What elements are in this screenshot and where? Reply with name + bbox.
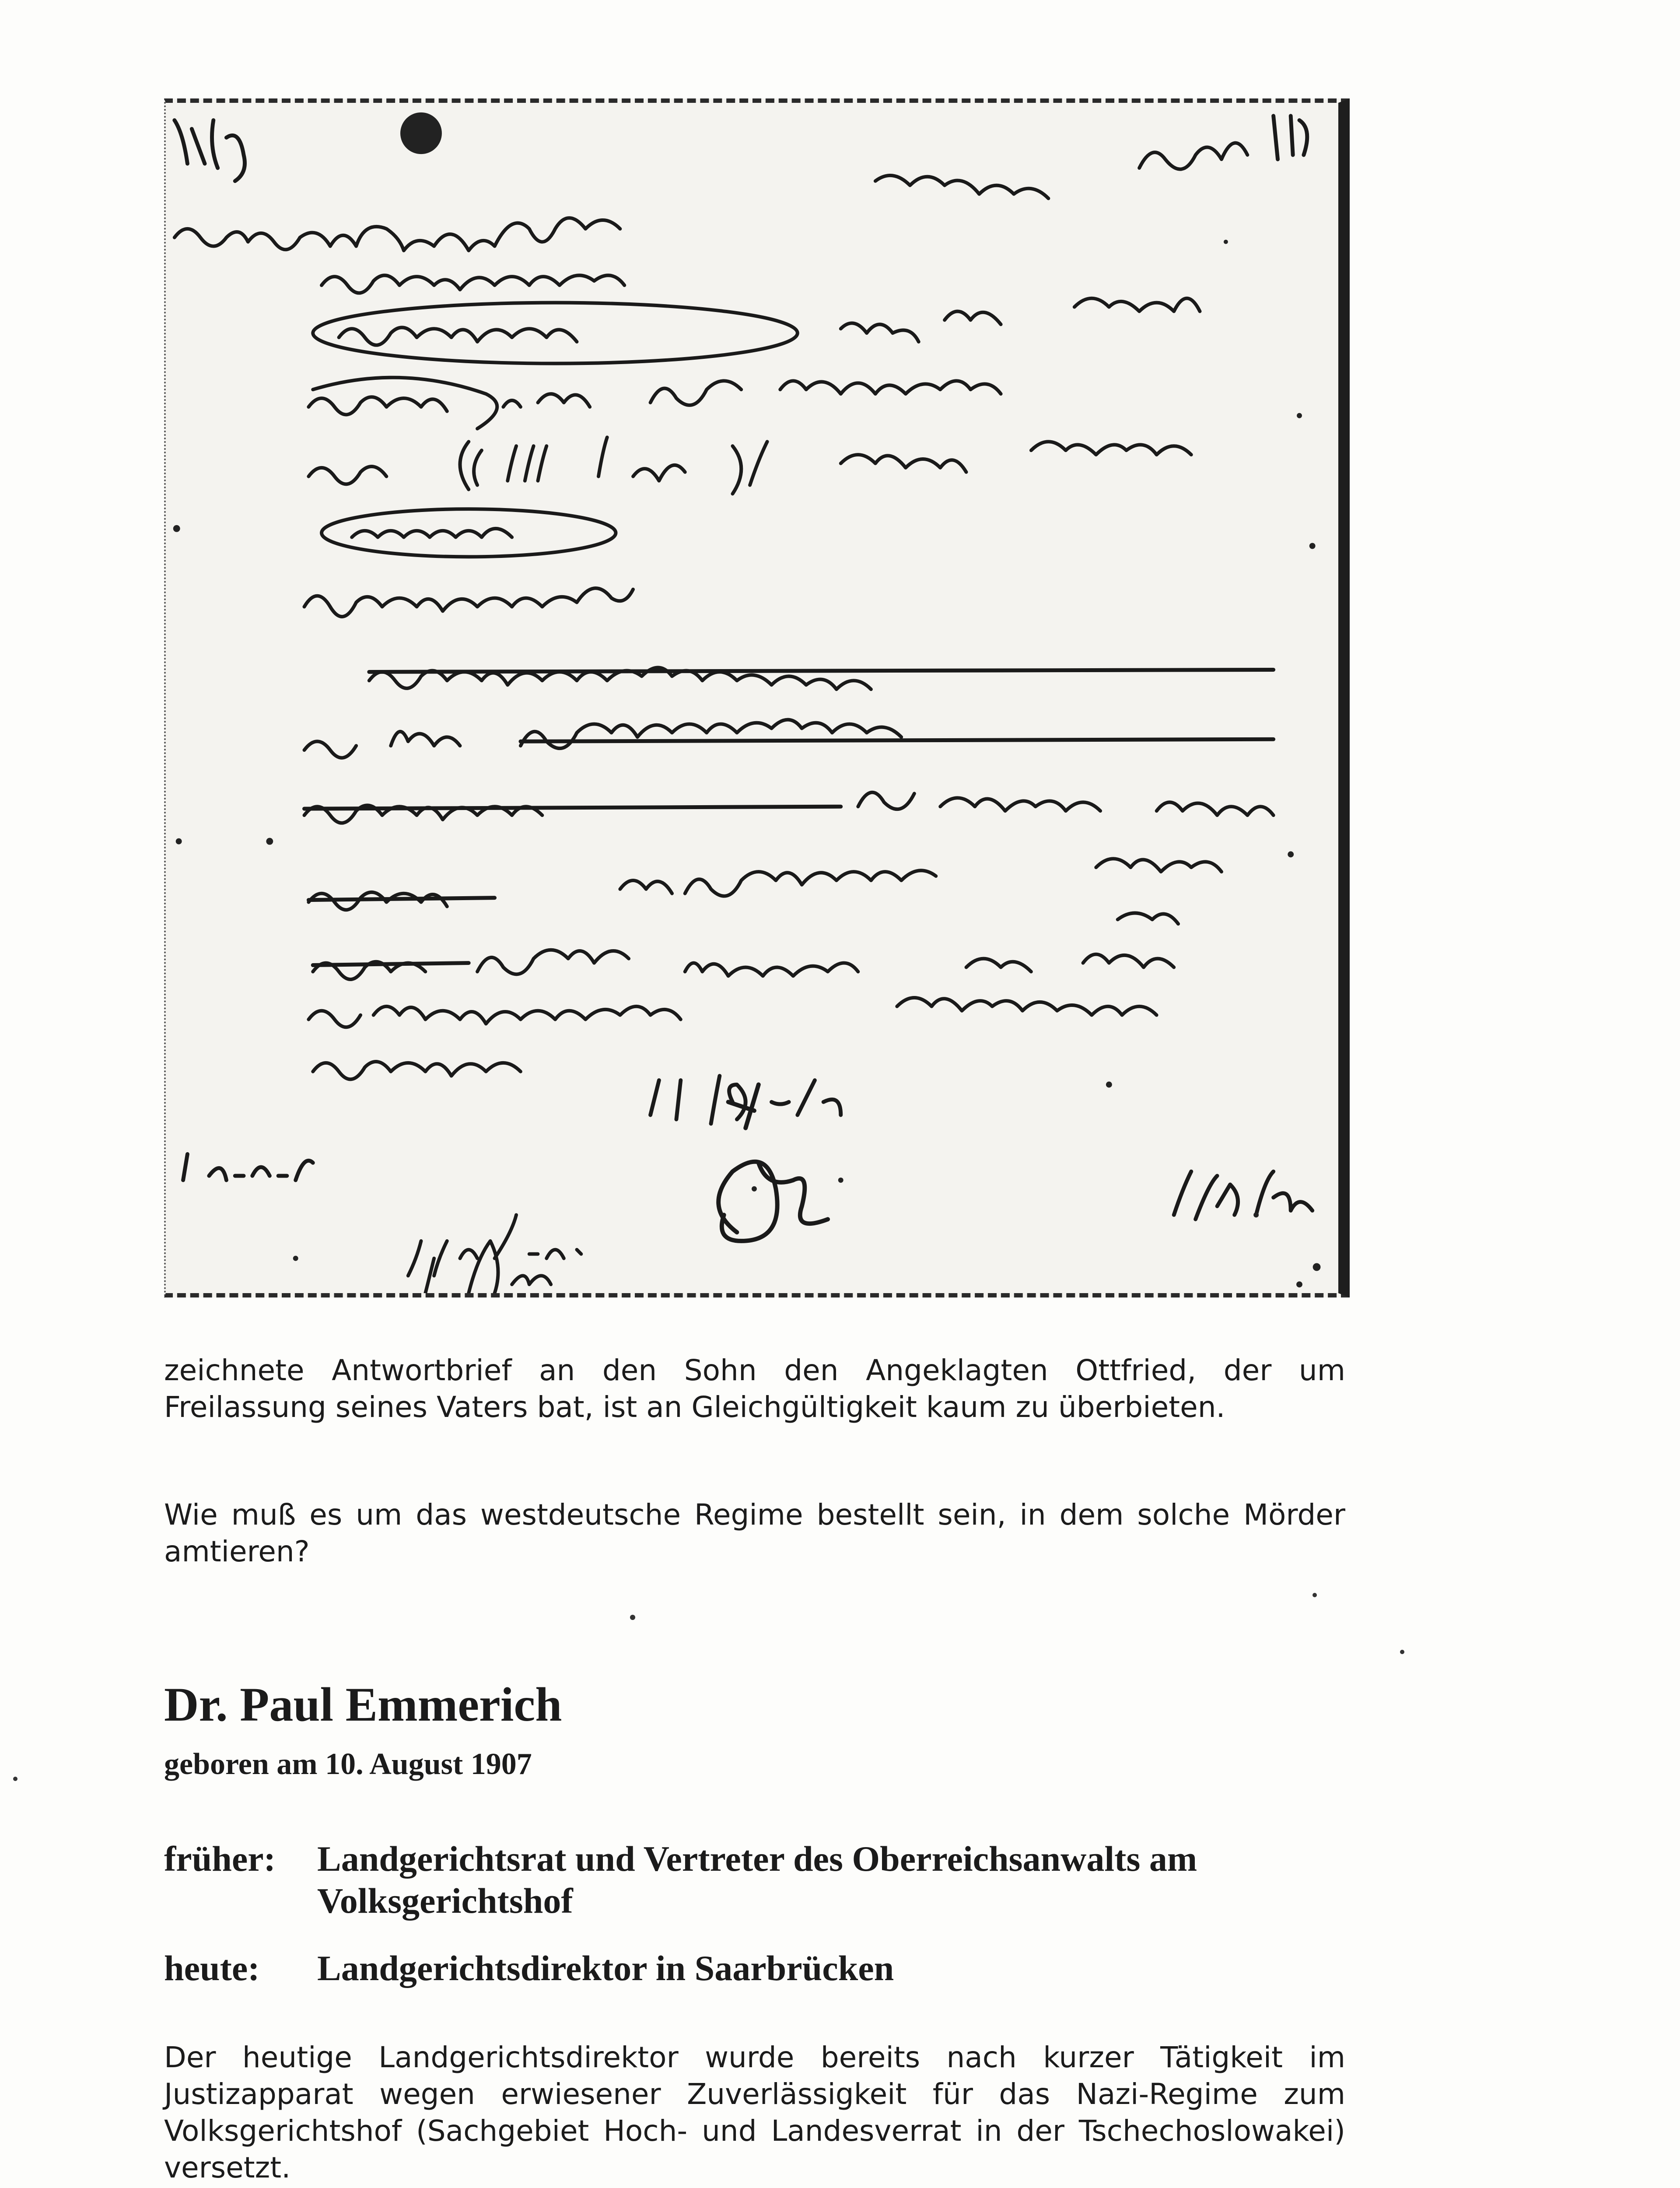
strikethrough xyxy=(313,963,469,965)
handwriting-initials xyxy=(1174,1171,1312,1219)
header-marks xyxy=(175,112,1307,181)
handwriting-oval xyxy=(322,509,616,557)
handwriting-bracket xyxy=(313,378,497,429)
handwriting-line xyxy=(308,437,1191,485)
handwriting-line xyxy=(308,998,1156,1027)
earlier-role-value: Landgerichtsrat und Vertreter des Oberreichsanwalts am Volksgerichtshof xyxy=(317,1839,1197,1921)
print-speck xyxy=(13,1777,18,1781)
handwriting-line xyxy=(308,381,1001,414)
person-name-heading: Dr. Paul Emmerich xyxy=(164,1678,562,1731)
strikethrough xyxy=(521,739,1274,741)
handwriting-date xyxy=(651,1076,841,1124)
handwriting-mark xyxy=(183,1154,313,1180)
handwriting-notes xyxy=(408,1215,581,1293)
body-paragraph: Wie muß es um das westdeutsche Regime bestellt sein, in dem solche Mörder amtieren? xyxy=(164,1498,1345,1568)
handwriting-line xyxy=(175,143,1248,251)
handwritten-letter-facsimile xyxy=(164,98,1350,1297)
handwriting-oval xyxy=(313,303,798,364)
current-role-value: Landgerichtsdirektor in Saarbrücken xyxy=(317,1948,894,1988)
strikethrough xyxy=(369,670,1274,672)
signature xyxy=(718,1085,828,1241)
handwriting-line xyxy=(322,275,624,293)
strikethrough xyxy=(304,806,840,809)
scan-noise xyxy=(173,240,1321,1287)
earlier-role-label: früher: xyxy=(164,1839,276,1879)
birth-date-line: geboren am 10. August 1907 xyxy=(164,1747,532,1781)
body-paragraph: zeichnete Antwortbrief an den Sohn den Angeklagten Ottfried, der um Freilassung seines Vaters bat, ist an Gleichgültigkeit kaum zu überbieten. xyxy=(164,1353,1345,1424)
handwriting-line xyxy=(313,1062,521,1079)
handwriting-line xyxy=(304,588,633,617)
print-speck xyxy=(630,1615,635,1620)
handwriting-line xyxy=(308,859,1222,924)
current-role-label: heute: xyxy=(164,1948,260,1988)
body-paragraph: Der heutige Landgerichtsdirektor wurde bereits nach kurzer Tätigkeit im Justizapparat wegen erwiesener Zuverlässigkeit für das Nazi-Regime zum Volksgerichtshof (Sachgebiet Hoch- und Landesverrat in der Tschechoslowakei) versetzt. xyxy=(164,2041,1345,2184)
handwriting-line xyxy=(352,529,512,537)
strikethrough xyxy=(308,898,494,900)
print-speck xyxy=(1312,1593,1317,1597)
handwriting-scribbles xyxy=(166,103,1338,1293)
print-speck xyxy=(1400,1650,1404,1654)
